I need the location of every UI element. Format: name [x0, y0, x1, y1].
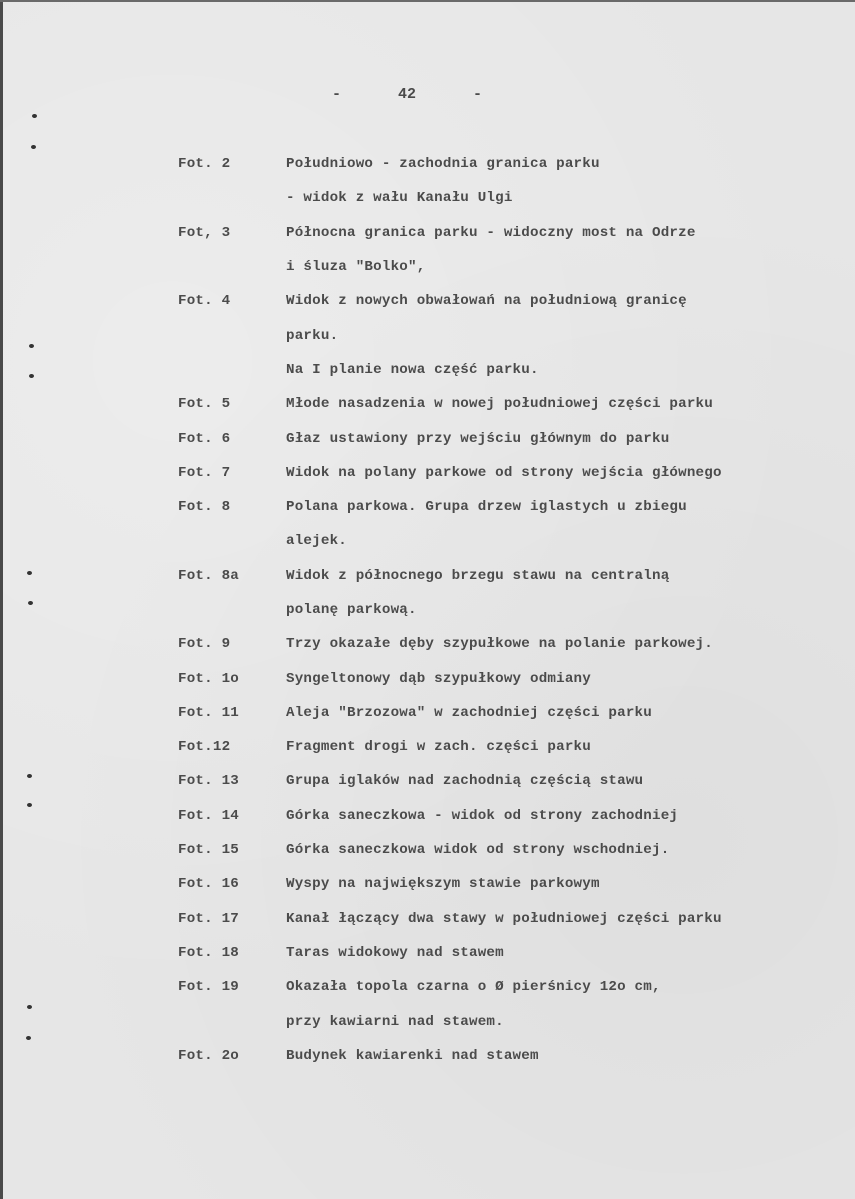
photo-label: Fot. 11 — [178, 704, 239, 721]
photo-label: Fot. 4 — [178, 293, 231, 310]
caption-text: Widok z nowych obwałowań na południową granicę — [286, 293, 687, 310]
document-page — [2, 2, 855, 1199]
caption-entry — [178, 936, 818, 970]
punch-hole-mark — [28, 601, 33, 605]
photo-label: Fot. 9 — [178, 636, 231, 653]
caption-continuation — [178, 318, 818, 352]
page-number — [332, 86, 482, 103]
caption-entry — [178, 1039, 818, 1073]
photo-label: Fot. 16 — [178, 876, 239, 893]
photo-label: Fot. 13 — [178, 773, 239, 790]
photo-caption-list — [178, 147, 818, 1073]
caption-entry — [178, 867, 818, 901]
punch-hole-mark — [27, 774, 32, 778]
caption-entry — [178, 559, 818, 593]
photo-label: Fot. 1o — [178, 670, 239, 687]
photo-label: Fot. 15 — [178, 842, 239, 859]
caption-continuation — [178, 524, 818, 558]
caption-entry — [178, 284, 818, 318]
caption-text: Południowo - zachodnia granica parku — [286, 156, 600, 173]
caption-continuation — [178, 1004, 818, 1038]
punch-hole-mark — [32, 114, 37, 118]
punch-hole-mark — [29, 344, 34, 348]
scan-edge-top — [0, 0, 855, 2]
photo-label: Fot. 19 — [178, 979, 239, 996]
caption-entry — [178, 764, 818, 798]
caption-text: - widok z wału Kanału Ulgi — [286, 190, 513, 207]
caption-text: Wyspy na największym stawie parkowym — [286, 876, 600, 893]
caption-text: Widok z północnego brzegu stawu na centralną — [286, 567, 670, 584]
caption-entry — [178, 490, 818, 524]
punch-hole-mark — [31, 145, 36, 149]
caption-text: Młode nasadzenia w nowej południowej części parku — [286, 396, 713, 413]
photo-label: Fot. 5 — [178, 396, 231, 413]
punch-hole-mark — [27, 571, 32, 575]
punch-hole-mark — [27, 1005, 32, 1009]
caption-text: Widok na polany parkowe od strony wejścia głównego — [286, 464, 722, 481]
caption-text: Górka saneczkowa - widok od strony zachodniej — [286, 807, 679, 824]
caption-text: Północna granica parku - widoczny most na Odrze — [286, 224, 696, 241]
caption-entry — [178, 147, 818, 181]
caption-continuation — [178, 250, 818, 284]
caption-text: Syngeltonowy dąb szypułkowy odmiany — [286, 670, 591, 687]
caption-text: Taras widokowy nad stawem — [286, 944, 504, 961]
caption-text: Aleja "Brzozowa" w zachodniej części parku — [286, 704, 652, 721]
caption-text: Kanał łączący dwa stawy w południowej części parku — [286, 910, 722, 927]
caption-text: Głaz ustawiony przy wejściu głównym do parku — [286, 430, 670, 447]
caption-entry — [178, 833, 818, 867]
caption-entry — [178, 661, 818, 695]
caption-text: Grupa iglaków nad zachodnią częścią stawu — [286, 773, 644, 790]
caption-continuation — [178, 181, 818, 215]
photo-label: Fot. 7 — [178, 464, 231, 481]
caption-entry — [178, 730, 818, 764]
page-number-prefix: - — [332, 86, 342, 103]
photo-label: Fot. 2o — [178, 1047, 239, 1064]
caption-text: Budynek kawiarenki nad stawem — [286, 1047, 539, 1064]
caption-entry — [178, 456, 818, 490]
caption-entry — [178, 970, 818, 1004]
photo-label: Fot. 2 — [178, 156, 231, 173]
caption-text: polanę parkową. — [286, 602, 417, 618]
photo-label: Fot. 8a — [178, 567, 239, 584]
photo-label: Fot. 14 — [178, 807, 239, 824]
caption-text: Fragment drogi w zach. części parku — [286, 739, 591, 756]
photo-label: Fot. 8 — [178, 499, 231, 516]
punch-hole-mark — [27, 803, 32, 807]
page-number-value: 42 — [397, 86, 416, 103]
caption-text: Górka saneczkowa widok od strony wschodniej. — [286, 842, 670, 859]
caption-text: przy kawiarni nad stawem. — [286, 1013, 504, 1030]
photo-label: Fot. 6 — [178, 430, 231, 447]
caption-entry — [178, 421, 818, 455]
photo-label: Fot.12 — [178, 739, 231, 756]
caption-entry — [178, 799, 818, 833]
caption-text: Okazała topola czarna o Ø pierśnicy 12o cm, — [286, 979, 661, 996]
caption-text: Na I planie nowa część parku. — [286, 361, 539, 378]
photo-label: Fot. 17 — [178, 910, 239, 927]
caption-entry — [178, 216, 818, 250]
page-number-suffix: - — [472, 86, 482, 103]
photo-label: Fot. 18 — [178, 944, 239, 961]
photo-label: Fot, 3 — [178, 224, 231, 241]
caption-text: Polana parkowa. Grupa drzew iglastych u zbiegu — [286, 499, 687, 516]
caption-text: alejek. — [286, 533, 347, 550]
caption-continuation — [178, 353, 818, 387]
scan-edge-left — [0, 0, 3, 1199]
caption-continuation — [178, 593, 818, 627]
caption-entry — [178, 902, 818, 936]
punch-hole-mark — [26, 1036, 31, 1040]
caption-text: i śluza "Bolko", — [286, 259, 426, 276]
punch-hole-mark — [29, 374, 34, 378]
caption-entry — [178, 627, 818, 661]
caption-entry — [178, 696, 818, 730]
caption-text: parku. — [286, 327, 339, 344]
caption-entry — [178, 387, 818, 421]
caption-text: Trzy okazałe dęby szypułkowe na polanie parkowej. — [286, 636, 713, 653]
